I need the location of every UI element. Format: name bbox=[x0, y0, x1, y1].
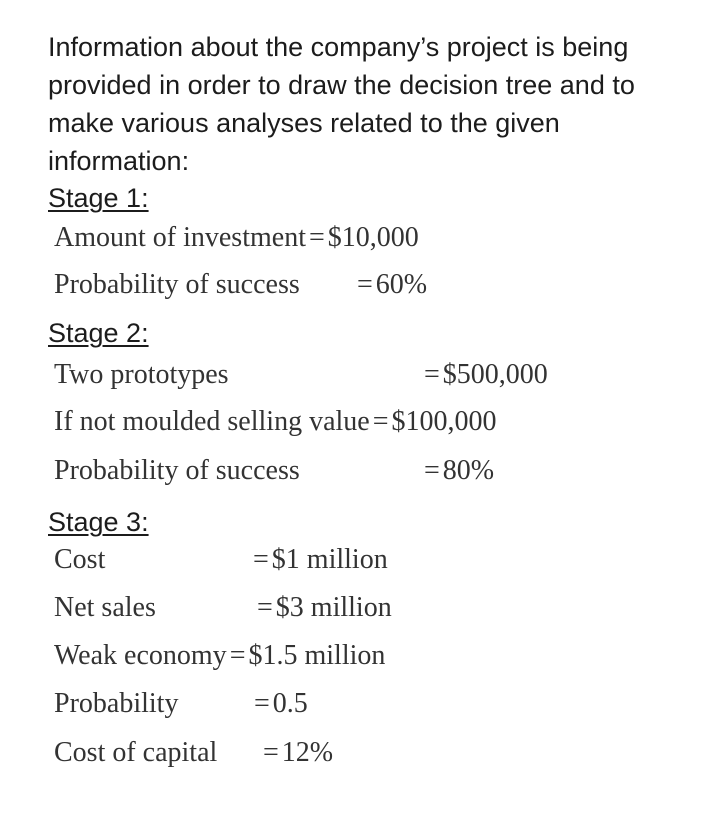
stage-3-row-cost-of-capital bbox=[54, 736, 333, 770]
stage-2-row-probability bbox=[54, 454, 494, 488]
row-value: $1.5 million bbox=[248, 640, 386, 671]
equals-sign: = bbox=[229, 640, 246, 671]
row-value: $1 million bbox=[271, 544, 388, 575]
equals-sign: = bbox=[424, 455, 440, 486]
row-value: 80% bbox=[442, 455, 495, 486]
intro-paragraph: Information about the company’s project is being provided in order to draw the decision tree and to make various analyses related to the given information: bbox=[48, 32, 635, 176]
equals-sign: = bbox=[372, 406, 389, 437]
row-value: 12% bbox=[281, 737, 334, 768]
equals-sign: = bbox=[357, 269, 373, 300]
row-value: $3 million bbox=[275, 592, 392, 623]
stage-2-row-selling-value bbox=[54, 405, 497, 439]
row-value: $500,000 bbox=[442, 359, 548, 390]
row-label: Amount of investment bbox=[54, 222, 306, 253]
stage-3-row-cost bbox=[54, 543, 388, 577]
row-label: Probability of success bbox=[54, 455, 300, 486]
row-label: Net sales bbox=[54, 592, 156, 623]
equals-sign: = bbox=[424, 359, 440, 390]
row-value: $10,000 bbox=[327, 222, 419, 253]
stage-1-row-investment bbox=[54, 221, 419, 255]
row-value: $100,000 bbox=[391, 406, 497, 437]
stage-3-row-net-sales bbox=[54, 591, 392, 625]
stage-3-row-probability bbox=[54, 687, 308, 721]
equals-sign: = bbox=[253, 544, 269, 575]
row-label: Cost bbox=[54, 544, 106, 575]
stage-3-heading: Stage 3: bbox=[48, 507, 149, 537]
row-label: Cost of capital bbox=[54, 737, 218, 768]
stage-3-row-weak-economy bbox=[54, 639, 385, 673]
row-label: Probability bbox=[54, 688, 179, 719]
row-label: If not moulded selling value bbox=[54, 406, 370, 437]
row-label: Two prototypes bbox=[54, 359, 229, 390]
stage-1-row-probability bbox=[54, 268, 427, 302]
equals-sign: = bbox=[263, 737, 279, 768]
stage-2-heading: Stage 2: bbox=[48, 318, 149, 348]
row-label: Probability of success bbox=[54, 269, 300, 300]
equals-sign: = bbox=[257, 592, 273, 623]
row-value: 60% bbox=[375, 269, 428, 300]
row-value: 0.5 bbox=[272, 688, 308, 719]
equals-sign: = bbox=[254, 688, 270, 719]
stage-1-heading: Stage 1: bbox=[48, 183, 149, 213]
equals-sign: = bbox=[308, 222, 325, 253]
stage-2-row-prototypes bbox=[54, 358, 548, 392]
row-label: Weak economy bbox=[54, 640, 227, 671]
